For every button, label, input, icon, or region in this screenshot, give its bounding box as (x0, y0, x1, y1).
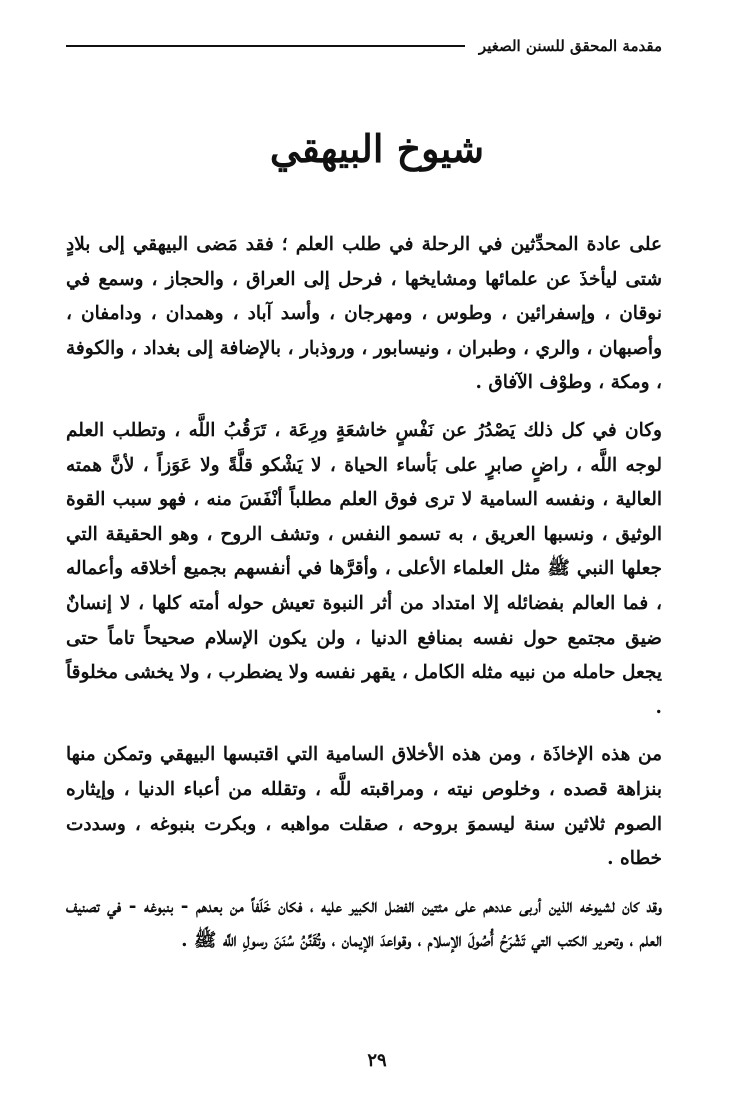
running-head-title: مقدمة المحقق للسنن الصغير (478, 37, 662, 55)
paragraph-2: وكان في كل ذلك يَصْدُرُ عن نَفْسٍ خاشعَةٍ ورِعَة ، تَرَقُبُ اللَّه ، وتطلب العلم لوجه اللَّه ، راضٍ صابرٍ على بَأساء الحياة ، لا يَشْكو قلَّةً ولا عَوَزاً ، لأنَّ همته العالية ، ونفسه السامية لا ترى فوق العلم مطلباً أنْفَسَ منه ، فهو سبب القوة الوثيق ، ونسبها العريق ، به تسمو النفس ، وتشف الروح ، وهو الحقيقة التي جعلها النبي ﷺ مثل العلماء الأعلى ، وأقرَّها في أنفسهم بجميع أخلاقه وأعماله ، فما العالم بفضائله إلا امتداد من أثر النبوة تعيش حوله أمته كلها ، لا إنسانٌ ضيق مجتمع حول نفسه بمنافع الدنيا ، ولن يكون الإسلام صحيحاً تاماً حتى يجعل حامله من نبيه مثله الكامل ، يقهر نفسه ولا يضطرب ، ولا يخشى مخلوقاً . (66, 419, 662, 718)
chapter-title: شيوخ البيهقي (269, 126, 485, 171)
body-text (66, 228, 662, 972)
paragraph-4: وقد كان لشيوخه الذين أربى عددهم على مئتين الفضل الكبير عليه ، فكان خَلَفاً من بعدهم - بنبوغه - في تصنيف العلم ، وتحرير الكتب التي تَشْرَحُ أُصُولَ الإسلام ، وقواعدَ الإيمان ، وتُقَنِّنُ سُنَنَ رسولِ اللَّه ﷺ . (66, 895, 662, 952)
running-head (66, 34, 662, 58)
running-head-rule (66, 45, 465, 47)
page-number: ٢٩ (367, 1050, 387, 1071)
paragraph-1: على عادة المحدِّثين في الرحلة في طلب العلم ؛ فقد مَضى البيهقي إلى بلادٍ شتى ليأخذَ عن علمائها ومشايخها ، فرحل إلى العراق ، والحجاز ، وسمع في نوقان ، وإسفرائين ، وطوس ، ومهرجان ، وأسد آباد ، وهمدان ، ودامفان ، وأصبهان ، والري ، وطبران ، ونيسابور ، وروذبار ، بالإضافة إلى بغداد ، والكوفة ، ومكة ، وطوْف الآفاق . (66, 234, 662, 394)
paragraph-3: من هذه الإخاذَة ، ومن هذه الأخلاق السامية التي اقتبسها البيهقي وتمكن منها بنزاهة قصده ، وخلوص نيته ، ومراقبته للَّه ، وتقلله من أعباء الدنيا ، وإيثاره الصوم ثلاثين سنة ليسموَ بروحه ، صقلت مواهبه ، وبكرت بنبوغه ، وسددت خطاه . (66, 744, 662, 870)
